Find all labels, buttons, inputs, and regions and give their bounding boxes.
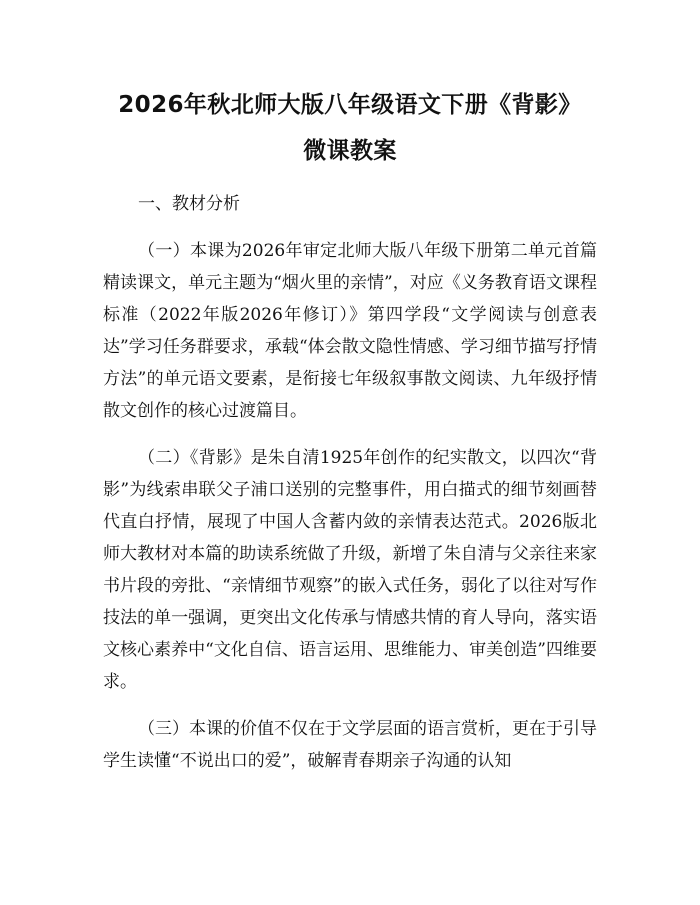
paragraph-3: （三）本课的价值不仅在于文学层面的语言赏析，更在于引导学生读懂“不说出口的爱”，破解青春期亲子沟通的认知: [103, 719, 597, 771]
title-line-1: 2026年秋北师大版八年级语文下册《背影》: [118, 92, 582, 118]
document-title: [0, 82, 700, 174]
section-heading: 一、教材分析: [138, 194, 240, 214]
paragraph-2: （二）《背影》是朱自清1925年创作的纪实散文，以四次“背影”为线索串联父子浦口送别的完整事件，用白描式的细节刻画替代直白抒情，展现了中国人含蓄内敛的亲情表达范式。2026版北师大教材对本篇的助读系统做了升级，新增了朱自清与父亲往来家书片段的旁批、“亲情细节观察”的嵌入式任务，弱化了以往对写作技法的单一强调，更突出文化传承与情感共情的育人导向，落实语文核心素养中“文化自信、语言运用、思维能力、审美创造”四维要求。: [103, 448, 597, 692]
paragraph-1: （一）本课为2026年审定北师大版八年级下册第二单元首篇精读课文，单元主题为“烟火里的亲情”，对应《义务教育语文课程标准（2022年版2026年修订）》第四学段“文学阅读与创意表达”学习任务群要求，承载“体会散文隐性情感、学习细节描写抒情方法”的单元语文要素，是衔接七年级叙事散文阅读、九年级抒情散文创作的核心过渡篇目。: [103, 241, 597, 421]
document-body: [103, 188, 597, 792]
title-line-2: 微课教案: [303, 138, 397, 164]
